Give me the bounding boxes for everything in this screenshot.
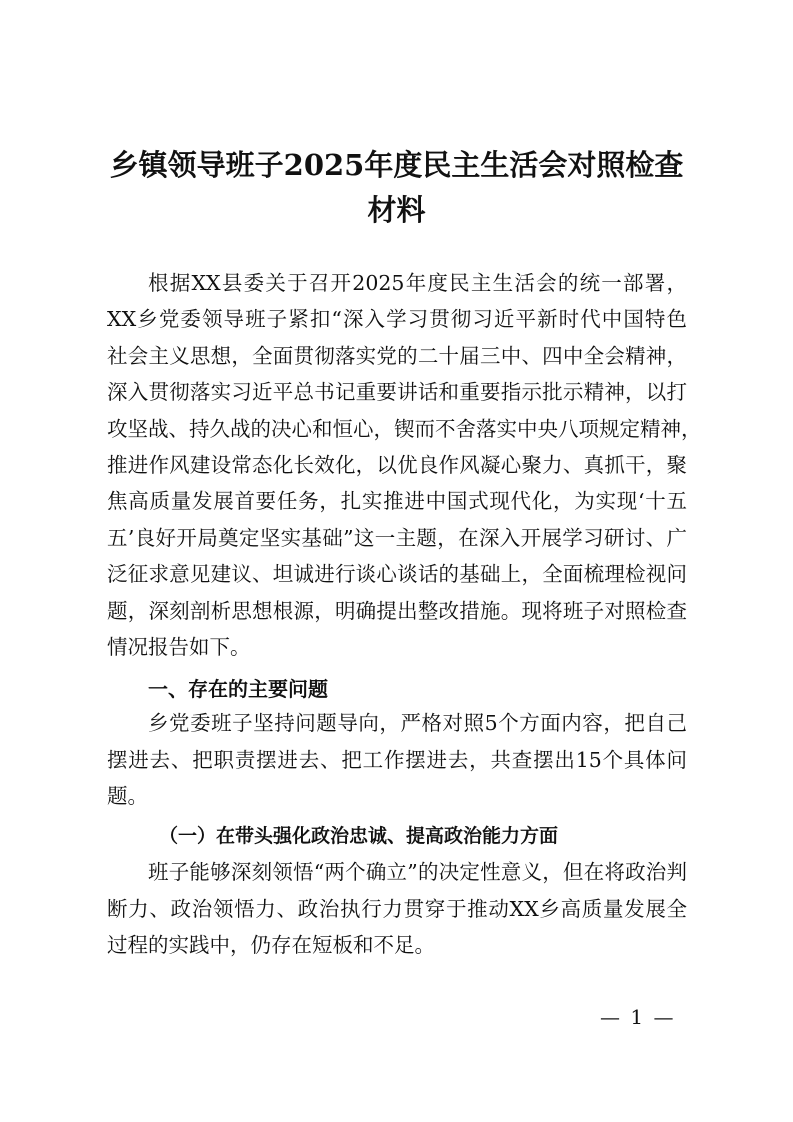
section-heading: 一、存在的主要问题: [148, 677, 328, 702]
document-body: [107, 265, 702, 964]
paragraph-line: 题，深刻剖析思想根源，明确提出整改措施。现将班子对照检查: [107, 598, 687, 623]
paragraph-line: 根据XX县委关于召开2025年度民主生活会的统一部署，: [148, 271, 687, 295]
paragraph-line: 乡党委班子坚持问题导向，严格对照5个方面内容，把自己: [148, 711, 687, 736]
paragraph-line: 泛征求意见建议、坦诚进行谈心谈话的基础上，全面梳理检视问: [107, 562, 687, 587]
paragraph-line: 攻坚战、持久战的决心和恒心，锲而不舍落实中央八项规定精神，: [107, 416, 702, 441]
page-number: — 1 —: [600, 1005, 676, 1029]
paragraph-line: 摆进去、把职责摆进去、把工作摆进去，共查摆出15个具体问: [107, 747, 687, 772]
paragraph-line: 情况报告如下。: [107, 634, 251, 659]
paragraph-line: 社会主义思想，全面贯彻落实党的二十届三中、四中全会精神，: [107, 343, 687, 368]
document-title-line-2: 材料: [367, 193, 426, 227]
paragraph-line: 深入贯彻落实习近平总书记重要讲话和重要指示批示精神，以打: [107, 380, 687, 405]
paragraph-line: 班子能够深刻领悟“两个确立”的决定性意义，但在将政治判: [148, 860, 687, 885]
paragraph-line: 断力、政治领悟力、政治执行力贯穿于推动XX乡高质量发展全: [107, 896, 687, 921]
paragraph-line: XX乡党委领导班子紧扣“深入学习贯彻习近平新时代中国特色: [107, 307, 687, 332]
paragraph-line: 推进作风建设常态化长效化，以优良作风凝心聚力、真抓干，聚: [107, 452, 687, 477]
paragraph-line: 过程的实践中，仍存在短板和不足。: [107, 933, 435, 958]
subsection-heading: （一）在带头强化政治忠诚、提高政治能力方面: [159, 825, 559, 848]
paragraph-line: 题。: [107, 784, 148, 809]
paragraph-line: 焦高质量发展首要任务，扎实推进中国式现代化，为实现‘十五: [107, 489, 687, 514]
paragraph-line: 五’良好开局奠定坚实基础”这一主题，在深入开展学习研讨、广: [107, 525, 687, 550]
document-title-line-1: 乡镇领导班子2025年度民主生活会对照检查: [109, 148, 684, 182]
